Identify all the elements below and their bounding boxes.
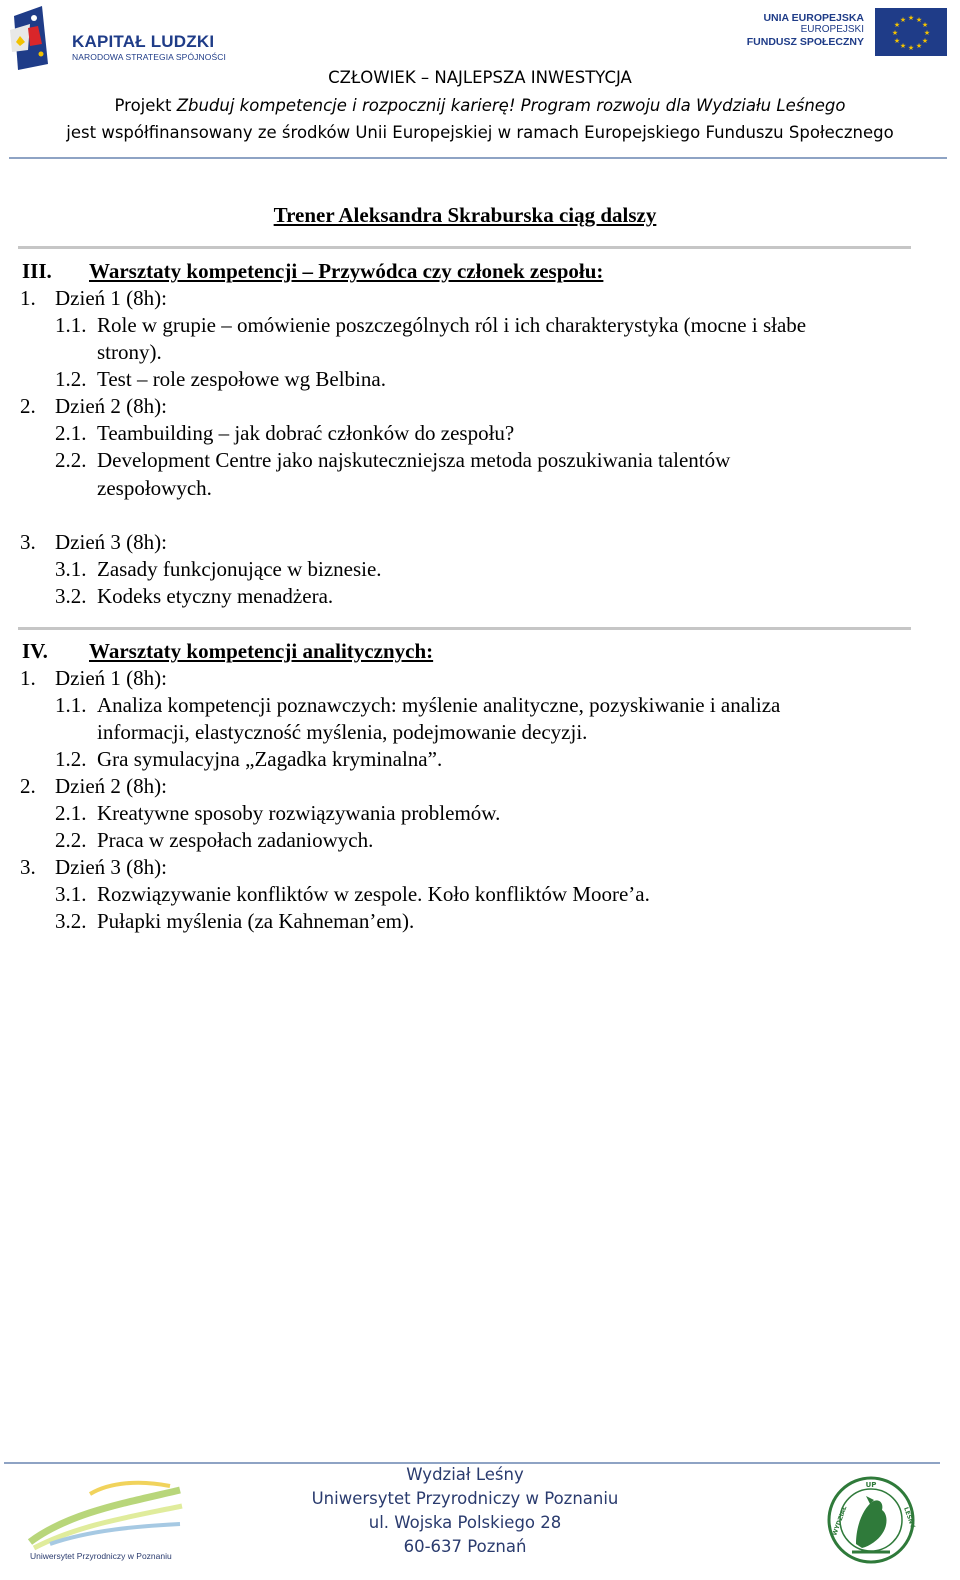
seal-left-text: WYDZIAŁ bbox=[831, 1505, 849, 1537]
svg-text:★: ★ bbox=[923, 29, 931, 37]
day-number: 2. bbox=[20, 394, 36, 418]
item-text: Development Centre jako najskuteczniejsza metoda poszukiwania talentów bbox=[97, 448, 731, 472]
kapital-ludzki-name: KAPITAŁ LUDZKI bbox=[72, 32, 215, 51]
section-title: Warsztaty kompetencji – Przywódca czy członek zespołu: bbox=[89, 259, 604, 283]
item-text: Rozwiązywanie konfliktów w zespole. Koło konfliktów Moore’a. bbox=[97, 882, 650, 906]
item-text: zespołowych. bbox=[97, 476, 212, 500]
item-number: 2.2. bbox=[55, 828, 87, 852]
section-title: Warsztaty kompetencji analitycznych: bbox=[89, 639, 434, 663]
svg-text:★: ★ bbox=[899, 42, 907, 50]
day-number: 1. bbox=[20, 666, 36, 690]
header-funding-line: jest współfinansowany ze środków Unii Europejskiej w ramach Europejskiego Funduszu Społecznego bbox=[66, 123, 894, 142]
item-text: Pułapki myślenia (za Kahneman’em). bbox=[97, 909, 415, 933]
kapital-ludzki-logo bbox=[8, 6, 226, 72]
item-text: Role w grupie – omówienie poszczególnych ról i ich charakterystyka (mocne i słabe bbox=[97, 313, 807, 337]
day-number: 1. bbox=[20, 286, 36, 310]
page-header bbox=[0, 0, 960, 162]
section-number: IV. bbox=[22, 639, 48, 663]
item-number: 3.1. bbox=[55, 882, 87, 906]
kapital-ludzki-subtitle: NARODOWA STRATEGIA SPÓJNOŚCI bbox=[72, 52, 226, 62]
day-number: 3. bbox=[20, 855, 36, 879]
svg-text:★: ★ bbox=[893, 37, 901, 45]
section-divider bbox=[18, 246, 911, 249]
eu-flag-icon bbox=[875, 8, 947, 56]
svg-text:★: ★ bbox=[893, 21, 901, 29]
header-project-line bbox=[0, 96, 960, 115]
item-number: 1.1. bbox=[55, 313, 87, 337]
section-divider bbox=[18, 627, 911, 630]
svg-text:★: ★ bbox=[915, 42, 923, 50]
footer-line-city: 60-637 Poznań bbox=[403, 1537, 527, 1556]
svg-text:★: ★ bbox=[907, 44, 915, 52]
footer-line-street: ul. Wojska Polskiego 28 bbox=[368, 1513, 562, 1532]
item-text: Zasady funkcjonujące w biznesie. bbox=[97, 557, 382, 581]
section-number: III. bbox=[22, 259, 52, 283]
item-number: 1.2. bbox=[55, 367, 87, 391]
item-text: strony). bbox=[97, 340, 162, 364]
kapital-ludzki-emblem-icon bbox=[8, 6, 64, 72]
day-number: 2. bbox=[20, 774, 36, 798]
day-label: Dzień 1 (8h): bbox=[55, 286, 167, 310]
item-text: Kodeks etyczny menadżera. bbox=[97, 584, 334, 608]
item-number: 1.1. bbox=[55, 693, 87, 717]
eu-logo-text bbox=[747, 12, 864, 48]
svg-text:★: ★ bbox=[899, 16, 907, 24]
seal-top-text: UP bbox=[865, 1481, 877, 1489]
svg-text:★: ★ bbox=[915, 16, 923, 24]
item-number: 2.2. bbox=[55, 448, 87, 472]
svg-text:★: ★ bbox=[921, 21, 929, 29]
seal-right-text: LEŚNY bbox=[902, 1506, 916, 1529]
item-text: informacji, elastyczność myślenia, podejmowanie decyzji. bbox=[97, 720, 588, 744]
eu-line-2: EUROPEJSKI bbox=[800, 24, 864, 35]
project-prefix: Projekt bbox=[114, 96, 177, 115]
item-text: Teambuilding – jak dobrać członków do zespołu? bbox=[97, 421, 515, 445]
item-number: 3.2. bbox=[55, 909, 87, 933]
item-text: Gra symulacyjna „Zagadka kryminalna”. bbox=[97, 747, 443, 771]
svg-text:★: ★ bbox=[891, 29, 899, 37]
item-number: 3.2. bbox=[55, 584, 87, 608]
item-text: Kreatywne sposoby rozwiązywania problemów. bbox=[97, 801, 501, 825]
eu-line-3: FUNDUSZ SPOŁECZNY bbox=[746, 36, 864, 48]
faculty-seal-icon bbox=[826, 1474, 916, 1566]
project-name: Zbuduj kompetencje i rozpocznij karierę! Program rozwoju dla Wydziału Leśnego bbox=[176, 96, 846, 115]
item-number: 2.1. bbox=[55, 421, 87, 445]
footer-line-faculty: Wydział Leśny bbox=[406, 1465, 524, 1484]
day-number: 3. bbox=[20, 530, 36, 554]
header-divider bbox=[9, 157, 947, 159]
item-number: 1.2. bbox=[55, 747, 87, 771]
day-label: Dzień 2 (8h): bbox=[55, 394, 167, 418]
university-logo-caption: Uniwersytet Przyrodniczy w Poznaniu bbox=[30, 1551, 172, 1561]
document-title: Trener Aleksandra Skraburska ciąg dalszy bbox=[273, 203, 657, 227]
footer-line-university: Uniwersytet Przyrodniczy w Poznaniu bbox=[311, 1489, 619, 1508]
day-label: Dzień 2 (8h): bbox=[55, 774, 167, 798]
header-slogan: CZŁOWIEK – NAJLEPSZA INWESTYCJA bbox=[328, 68, 632, 87]
item-text: Analiza kompetencji poznawczych: myślenie analityczne, pozyskiwanie i analiza bbox=[97, 693, 781, 717]
day-label: Dzień 1 (8h): bbox=[55, 666, 167, 690]
eu-line-1: UNIA EUROPEJSKA bbox=[763, 12, 864, 24]
day-label: Dzień 3 (8h): bbox=[55, 530, 167, 554]
day-label: Dzień 3 (8h): bbox=[55, 855, 167, 879]
item-number: 2.1. bbox=[55, 801, 87, 825]
svg-text:★: ★ bbox=[907, 14, 915, 22]
item-number: 3.1. bbox=[55, 557, 87, 581]
footer-divider bbox=[4, 1462, 940, 1464]
item-text: Test – role zespołowe wg Belbina. bbox=[97, 367, 386, 391]
svg-text:★: ★ bbox=[921, 37, 929, 45]
item-text: Praca w zespołach zadaniowych. bbox=[97, 828, 374, 852]
